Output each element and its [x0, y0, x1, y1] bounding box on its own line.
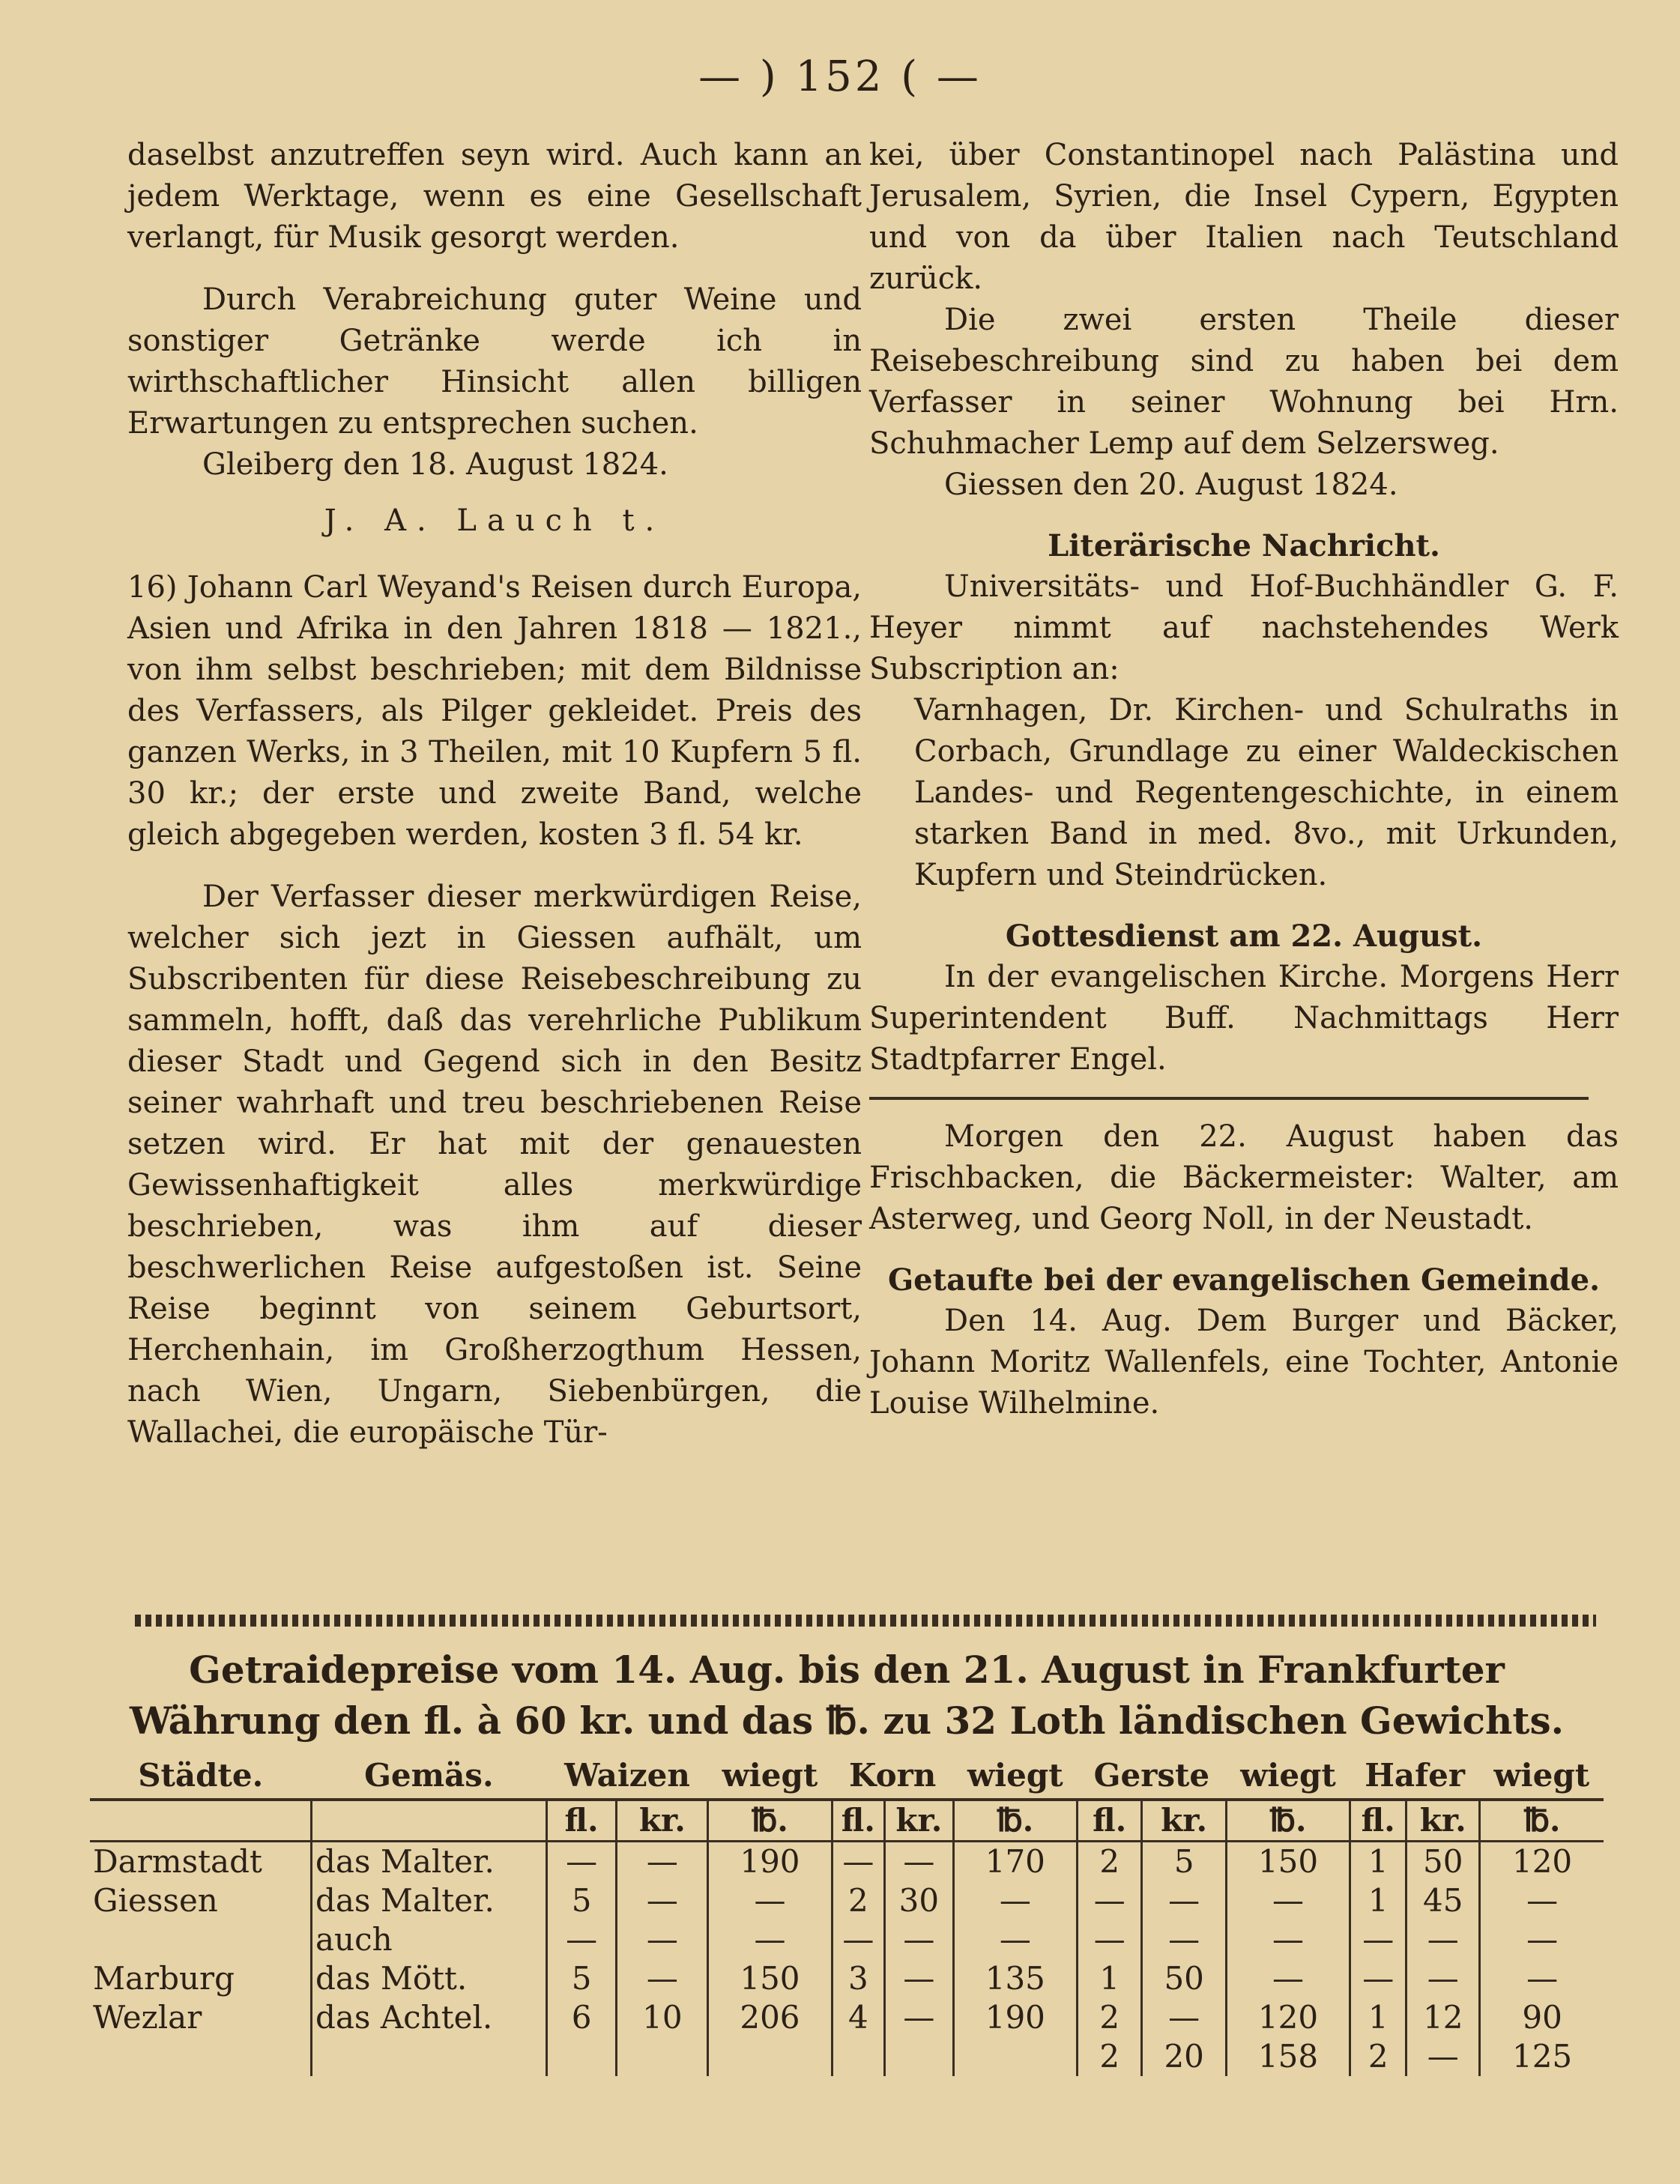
price-cell: 45: [1406, 1881, 1480, 1920]
price-cell: 206: [708, 1998, 832, 2037]
price-cell: 150: [708, 1959, 832, 1998]
price-cell: 1: [1350, 1998, 1406, 2037]
baptism-heading: Getaufte bei der evangelischen Gemeinde.: [887, 1262, 1601, 1298]
paragraph: kei, über Constantinopel nach Palästina und Jerusalem, Syrien, die Insel Cypern, Egypten und von da über Italien nach Teutschland zurück.: [869, 138, 1619, 296]
signature: J. A. Lauch t.: [324, 503, 665, 538]
table-subheader: fl.: [1077, 1800, 1142, 1842]
city-cell: Wezlar: [93, 1999, 202, 2036]
place-date: Giessen den 20. August 1824.: [944, 468, 1398, 502]
right-column: [869, 135, 1619, 1424]
table-header: Städte.: [90, 1753, 311, 1800]
price-cell: 12: [1406, 1998, 1480, 2037]
price-cell: [885, 2037, 954, 2076]
price-cell: 120: [1480, 1842, 1604, 1882]
price-cell: —: [1406, 1920, 1480, 1959]
price-cell: [832, 2037, 885, 2076]
price-cell: —: [1226, 1920, 1350, 1959]
book-entry: Varnhagen, Dr. Kirchen- und Schulraths in Corbach, Grundlage zu einer Waldeckischen Landes- und Regentengeschichte, in einem starken Band in med. 8vo., mit Urkunden, Kupfern und Steindrücken.: [914, 693, 1619, 892]
table-subheader: ℔.: [1226, 1800, 1350, 1842]
paragraph: Durch Verabreichung guter Weine und sonstiger Getränke werde ich in wirthschaftlicher Hinsicht allen billigen Erwartungen zu entsprechen suchen.: [127, 282, 862, 441]
table-header: Hafer: [1350, 1753, 1480, 1800]
city-cell: [90, 2037, 311, 2076]
price-cell: 1: [1350, 1881, 1406, 1920]
price-cell: —: [1226, 1959, 1350, 1998]
price-cell: —: [1142, 1920, 1226, 1959]
paragraph: Die zwei ersten Theile dieser Reisebeschreibung sind zu haben bei dem Verfasser in seiner Wohnung bei Hrn. Schuhmacher Lemp auf dem Selzersweg.: [869, 303, 1619, 461]
table-subheader: kr.: [885, 1800, 954, 1842]
table-row: [90, 1920, 1604, 1959]
price-cell: 10: [617, 1998, 708, 2037]
literary-heading: Literärische Nachricht.: [1048, 528, 1440, 563]
table-subheader: ℔.: [1480, 1800, 1604, 1842]
page-number: — ) 152 ( —: [698, 52, 982, 101]
price-cell: —: [1480, 1920, 1604, 1959]
table-subheader: fl.: [1350, 1800, 1406, 1842]
paragraph: Morgen den 22. August haben das Frischbacken, die Bäckermeister: Walter, am Asterweg, und Georg Noll, in der Neustadt.: [869, 1119, 1619, 1236]
price-cell: —: [617, 1920, 708, 1959]
price-cell: 50: [1142, 1959, 1226, 1998]
paragraph: daselbst anzutreffen seyn wird. Auch kann an jedem Werktage, wenn es eine Gesellschaft verlangt, für Musik gesorgt werden.: [127, 138, 862, 255]
paragraph: Den 14. Aug. Dem Burger und Bäcker, Johann Moritz Wallenfels, eine Tochter, Antonie Louise Wilhelmine.: [869, 1304, 1619, 1421]
table-row: [90, 2037, 1604, 2076]
city-cell: [90, 1920, 311, 1959]
paragraph: Der Verfasser dieser merkwürdigen Reise, welcher sich jezt in Giessen aufhält, um Subscribenten für diese Reisebeschreibung zu sammeln, hofft, daß das verehrliche Publikum dieser Stadt und Gegend sich in den Besitz seiner wahrhaft und treu beschriebenen Reise setzen wird. Er hat mit der genauesten Gewissenhaftigkeit alles merkwürdige beschrieben, was ihm auf dieser beschwerlichen Reise aufgestoßen ist. Seine Reise beginnt von seinem Geburtsort, Herchenhain, im Großherzogthum Hessen, nach Wien, Ungarn, Siebenbürgen, die Wallachei, die europäische Tür-: [127, 880, 862, 1450]
table-row: [90, 1842, 1604, 1882]
price-cell: 190: [953, 1998, 1077, 2037]
price-cell: 135: [953, 1959, 1077, 1998]
place-date: Gleiberg den 18. August 1824.: [202, 447, 668, 482]
price-cell: 2: [1350, 2037, 1406, 2076]
price-cell: —: [1077, 1920, 1142, 1959]
price-cell: 190: [708, 1842, 832, 1882]
table-subheader: kr.: [1406, 1800, 1480, 1842]
price-cell: 1: [1077, 1959, 1142, 1998]
left-column: [127, 135, 862, 1454]
price-cell: [546, 2037, 617, 2076]
price-cell: 30: [885, 1881, 954, 1920]
table-subheader: kr.: [1142, 1800, 1226, 1842]
table-header: Waizen: [546, 1753, 708, 1800]
table-header: wiegt: [953, 1753, 1077, 1800]
grain-table-title: Getraidepreise vom 14. Aug. bis den 21. August in Frankfurter Währung den fl. à 60 kr. und das ℔. zu 32 Loth ländischen Gewichts.: [129, 1648, 1565, 1743]
price-cell: —: [1350, 1959, 1406, 1998]
price-cell: —: [1077, 1881, 1142, 1920]
price-cell: 158: [1226, 2037, 1350, 2076]
price-cell: 170: [953, 1842, 1077, 1882]
table-header: wiegt: [708, 1753, 832, 1800]
table-subheader: kr.: [617, 1800, 708, 1842]
price-cell: —: [885, 1998, 954, 2037]
price-cell: [617, 2037, 708, 2076]
table-subheader: fl.: [832, 1800, 885, 1842]
price-cell: —: [953, 1920, 1077, 1959]
price-cell: —: [617, 1959, 708, 1998]
price-cell: 20: [1142, 2037, 1226, 2076]
table-header: Korn: [832, 1753, 953, 1800]
measure-cell: das Malter.: [311, 1842, 546, 1882]
price-cell: 125: [1480, 2037, 1604, 2076]
grain-price-table: [90, 1753, 1604, 2076]
divider: [869, 1097, 1589, 1100]
table-header: Gerste: [1077, 1753, 1226, 1800]
price-cell: —: [546, 1920, 617, 1959]
price-cell: 120: [1226, 1998, 1350, 2037]
price-cell: 2: [1077, 1998, 1142, 2037]
table-row: [90, 1881, 1604, 1920]
measure-cell: [311, 2037, 546, 2076]
price-cell: 90: [1480, 1998, 1604, 2037]
price-cell: —: [1406, 2037, 1480, 2076]
price-cell: —: [1406, 1959, 1480, 1998]
price-cell: —: [885, 1959, 954, 1998]
price-cell: 1: [1350, 1842, 1406, 1882]
price-cell: 6: [546, 1998, 617, 2037]
price-cell: 4: [832, 1998, 885, 2037]
price-cell: —: [832, 1920, 885, 1959]
table-subheader: fl.: [546, 1800, 617, 1842]
measure-cell: auch: [311, 1920, 546, 1959]
measure-cell: das Malter.: [311, 1881, 546, 1920]
wavy-divider: [135, 1615, 1596, 1627]
table-row: [90, 1998, 1604, 2037]
price-cell: —: [1142, 1998, 1226, 2037]
price-cell: —: [1480, 1881, 1604, 1920]
price-cell: —: [617, 1842, 708, 1882]
paragraph: In der evangelischen Kirche. Morgens Herr Superintendent Buff. Nachmittags Herr Stadtpfarrer Engel.: [869, 960, 1619, 1077]
price-cell: [708, 2037, 832, 2076]
table-subheader-row: [90, 1800, 1604, 1842]
price-cell: —: [708, 1881, 832, 1920]
price-cell: [953, 2037, 1077, 2076]
paragraph: Universitäts- und Hof-Buchhändler G. F. Heyer nimmt auf nachstehendes Werk Subscription an:: [869, 569, 1619, 686]
price-cell: —: [708, 1920, 832, 1959]
table-header: wiegt: [1226, 1753, 1350, 1800]
price-cell: —: [1480, 1959, 1604, 1998]
price-cell: 150: [1226, 1842, 1350, 1882]
price-cell: —: [953, 1881, 1077, 1920]
price-cell: 2: [1077, 1842, 1142, 1882]
price-cell: —: [546, 1842, 617, 1882]
table-subheader: ℔.: [708, 1800, 832, 1842]
price-cell: 2: [1077, 2037, 1142, 2076]
measure-cell: das Achtel.: [311, 1998, 546, 2037]
city-cell: Giessen: [93, 1882, 218, 1919]
price-cell: 50: [1406, 1842, 1480, 1882]
city-cell: Marburg: [93, 1960, 235, 1997]
price-cell: —: [1226, 1881, 1350, 1920]
price-cell: 5: [546, 1881, 617, 1920]
price-cell: —: [617, 1881, 708, 1920]
price-cell: —: [885, 1842, 954, 1882]
table-header: Gemäs.: [311, 1753, 546, 1800]
table-subheader: ℔.: [953, 1800, 1077, 1842]
price-cell: 5: [1142, 1842, 1226, 1882]
price-cell: 2: [832, 1881, 885, 1920]
table-row: [90, 1959, 1604, 1998]
price-cell: —: [885, 1920, 954, 1959]
price-cell: 5: [546, 1959, 617, 1998]
measure-cell: das Mött.: [311, 1959, 546, 1998]
price-cell: —: [1350, 1920, 1406, 1959]
price-cell: —: [832, 1842, 885, 1882]
price-cell: 3: [832, 1959, 885, 1998]
city-cell: Darmstadt: [93, 1843, 262, 1880]
price-cell: —: [1142, 1881, 1226, 1920]
service-heading: Gottesdienst am 22. August.: [1005, 919, 1483, 954]
paragraph: 16) Johann Carl Weyand's Reisen durch Europa, Asien und Afrika in den Jahren 1818 — 1821., von ihm selbst beschrieben; mit dem Bildnisse des Verfassers, als Pilger gekleidet. Preis des ganzen Werks, in 3 Theilen, mit 10 Kupfern 5 fl. 30 kr.; der erste und zweite Band, welche gleich abgegeben werden, kosten 3 fl. 54 kr.: [127, 570, 862, 852]
table-header: wiegt: [1480, 1753, 1604, 1800]
